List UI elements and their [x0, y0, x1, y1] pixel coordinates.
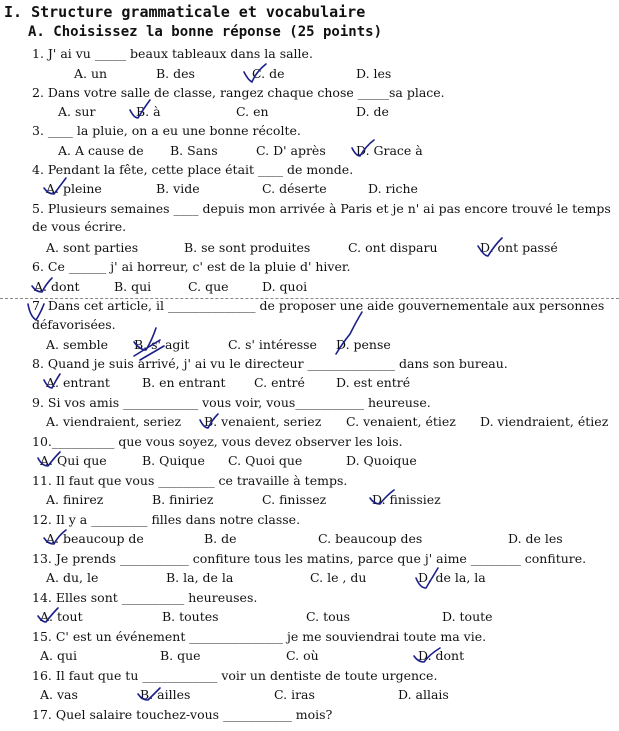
q15-option-b[interactable]: B. que	[160, 648, 201, 663]
question-3: 3. ____ la pluie, on a eu une bonne récolte.	[32, 123, 301, 138]
question-15: 15. C' est un événement _______________ je me souviendrai toute ma vie.	[32, 629, 487, 644]
q6-option-b[interactable]: B. qui	[114, 279, 152, 294]
q2-option-c[interactable]: C. en	[236, 104, 269, 119]
q16-option-a[interactable]: A. vas	[40, 687, 78, 702]
question-7-continued: défavorisées.	[32, 317, 116, 332]
q14-option-a[interactable]: A. tout	[40, 609, 83, 624]
q4-option-b[interactable]: B. vide	[156, 181, 200, 196]
question-13: 13. Je prends ___________ confiture tous les matins, parce que j' aime ________ confiture.	[32, 551, 587, 566]
q13-option-c[interactable]: C. le , du	[310, 570, 367, 585]
question-9: 9. Si vos amis ____________ vous voir, vous___________ heureuse.	[32, 395, 431, 410]
q12-option-a[interactable]: A. beaucoup de	[46, 531, 144, 546]
q3-option-c[interactable]: C. D' après	[256, 143, 326, 158]
q9-option-d[interactable]: D. viendraient, étiez	[480, 414, 609, 429]
q5-option-a[interactable]: A. sont parties	[46, 240, 139, 255]
q10-option-a[interactable]: A. Qui que	[40, 453, 107, 468]
q15-option-a[interactable]: A. qui	[40, 648, 78, 663]
q10-option-b[interactable]: B. Quique	[142, 453, 205, 468]
q15-option-d[interactable]: D. dont	[418, 648, 465, 663]
q1-option-d[interactable]: D. les	[356, 66, 392, 81]
q2-option-a[interactable]: A. sur	[58, 104, 96, 119]
question-12: 12. Il y a _________ filles dans notre classe.	[32, 512, 301, 527]
q5-option-c[interactable]: C. ont disparu	[348, 240, 438, 255]
q10-option-c[interactable]: C. Quoi que	[228, 453, 303, 468]
q1-option-b[interactable]: B. des	[156, 66, 195, 81]
q13-option-a[interactable]: A. du, le	[46, 570, 99, 585]
q1-option-c[interactable]: C. de	[252, 66, 285, 81]
q12-option-b[interactable]: B. de	[204, 531, 237, 546]
q4-option-c[interactable]: C. déserte	[262, 181, 327, 196]
question-4: 4. Pendant la fête, cette place était ____ de monde.	[32, 162, 354, 177]
question-6: 6. Ce ______ j' ai horreur, c' est de la pluie d' hiver.	[32, 259, 351, 274]
q16-option-d[interactable]: D. allais	[398, 687, 449, 702]
q8-option-c[interactable]: C. entré	[254, 375, 305, 390]
question-17: 17. Quel salaire touchez-vous ___________ mois?	[32, 707, 333, 722]
q5-option-d[interactable]: D. ont passé	[480, 240, 558, 255]
q13-option-b[interactable]: B. la, de la	[166, 570, 234, 585]
q12-option-d[interactable]: D. de les	[508, 531, 563, 546]
q3-option-a[interactable]: A. A cause de	[58, 143, 144, 158]
question-7: 7. Dans cet article, il ______________ de proposer une aide gouvernementale aux personnes	[32, 298, 605, 313]
q12-option-c[interactable]: C. beaucoup des	[318, 531, 423, 546]
q11-option-a[interactable]: A. finirez	[46, 492, 104, 507]
question-2: 2. Dans votre salle de classe, rangez chaque chose _____sa place.	[32, 85, 445, 100]
q3-option-d[interactable]: D. Grace à	[356, 143, 423, 158]
question-1: 1. J' ai vu _____ beaux tableaux dans la salle.	[32, 46, 313, 61]
q11-option-d[interactable]: D. finissiez	[372, 492, 441, 507]
q10-option-d[interactable]: D. Quoique	[346, 453, 417, 468]
q14-option-b[interactable]: B. toutes	[162, 609, 219, 624]
question-8: 8. Quand je suis arrivé, j' ai vu le directeur ______________ dans son bureau.	[32, 356, 508, 371]
q8-option-b[interactable]: B. en entrant	[142, 375, 226, 390]
q4-option-a[interactable]: A. pleine	[46, 181, 102, 196]
q7-option-b[interactable]: B. s' agit	[134, 337, 190, 352]
q7-option-d[interactable]: D. pense	[336, 337, 391, 352]
q16-option-b[interactable]: B. ailles	[140, 687, 191, 702]
question-5: 5. Plusieurs semaines ____ depuis mon arrivée à Paris et je n' ai pas encore trouvé le temps	[32, 201, 611, 216]
part-heading: A. Choisissez la bonne réponse (25 points)	[28, 24, 383, 40]
q6-option-c[interactable]: C. que	[188, 279, 229, 294]
q14-option-d[interactable]: D. toute	[442, 609, 493, 624]
q9-option-a[interactable]: A. viendraient, seriez	[46, 414, 182, 429]
question-16: 16. Il faut que tu ____________ voir un dentiste de toute urgence.	[32, 668, 438, 683]
q1-option-a[interactable]: A. un	[74, 66, 108, 81]
question-14: 14. Elles sont __________ heureuses.	[32, 590, 258, 605]
q14-option-c[interactable]: C. tous	[306, 609, 351, 624]
q6-option-d[interactable]: D. quoi	[262, 279, 308, 294]
q7-option-a[interactable]: A. semble	[46, 337, 109, 352]
q4-option-d[interactable]: D. riche	[368, 181, 418, 196]
q3-option-b[interactable]: B. Sans	[170, 143, 218, 158]
question-5-continued: de vous écrire.	[32, 219, 127, 234]
section-title: I. Structure grammaticale et vocabulaire	[4, 3, 366, 21]
q15-option-c[interactable]: C. où	[286, 648, 319, 663]
q16-option-c[interactable]: C. iras	[274, 687, 315, 702]
q9-option-b[interactable]: B. venaient, seriez	[204, 414, 322, 429]
q9-option-c[interactable]: C. venaient, étiez	[346, 414, 456, 429]
question-10: 10.__________ que vous soyez, vous devez observer les lois.	[32, 434, 403, 449]
q13-option-d[interactable]: D. de la, la	[418, 570, 486, 585]
q2-option-d[interactable]: D. de	[356, 104, 389, 119]
q8-option-d[interactable]: D. est entré	[336, 375, 411, 390]
q11-option-c[interactable]: C. finissez	[262, 492, 327, 507]
q7-option-c[interactable]: C. s' intéresse	[228, 337, 317, 352]
q11-option-b[interactable]: B. finiriez	[152, 492, 214, 507]
question-11: 11. Il faut que vous _________ ce travaille à temps.	[32, 473, 348, 488]
q2-option-b[interactable]: B. à	[136, 104, 161, 119]
q8-option-a[interactable]: A. entrant	[46, 375, 110, 390]
q6-option-a[interactable]: A. dont	[34, 279, 80, 294]
q5-option-b[interactable]: B. se sont produites	[184, 240, 311, 255]
